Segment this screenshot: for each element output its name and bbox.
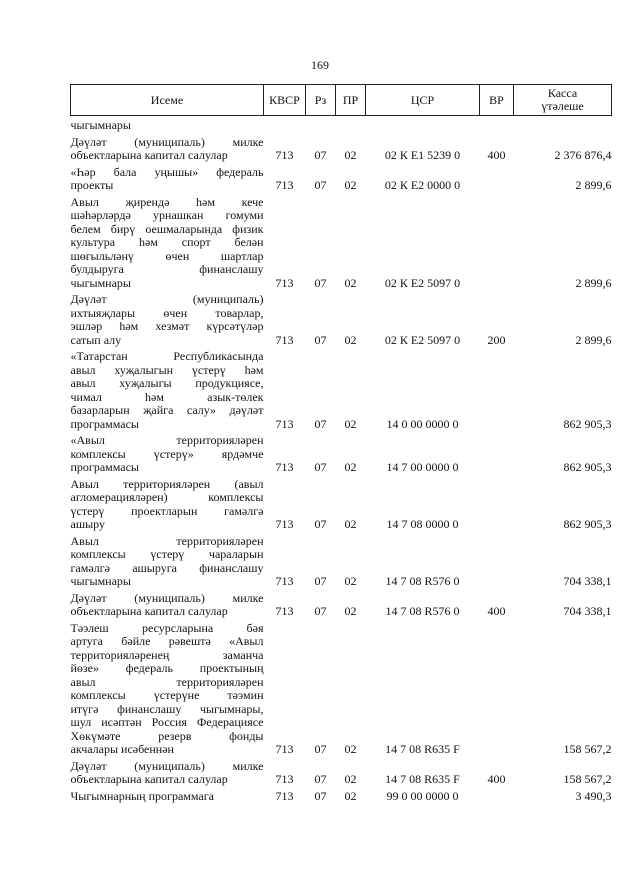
row-csr [366,116,480,133]
row-kvsr: 713 [275,517,294,531]
row-pr: 02 [344,416,357,431]
row-name-line: территорияләренең заманча [70,647,264,662]
row-csr: 02 К Е2 5097 0 [384,275,461,290]
row-pr: 02 [344,604,357,618]
row-name [71,532,264,589]
row-name [71,163,264,193]
header-kassa-line2: үтәлеше [541,99,584,113]
row-name-line: авыл хуҗалыгын үстерү һәм [70,362,264,377]
row-rz: 07 [314,604,327,618]
row-name [71,116,264,133]
row-csr: 14 0 00 0000 0 [386,416,459,431]
row-pr: 02 [344,772,357,786]
row-rz: 07 [314,148,327,162]
table-row [71,133,612,163]
row-name-line: шул исәптән Россия Федерациясе [70,715,264,729]
row-pr [336,116,366,133]
row-name [71,475,264,532]
row-pr: 02 [344,178,357,192]
row-pr: 02 [344,517,357,531]
row-amount: 158 567,2 [563,772,612,786]
table-row [71,589,612,619]
table-row [71,475,612,532]
row-name [71,757,264,787]
row-name-line: Дәүләт (муниципаль) [70,292,264,306]
row-name [71,619,264,757]
header-name: Исеме [71,85,264,116]
row-vr [480,787,514,804]
row-rz: 07 [314,772,327,786]
row-name-line: базарларын җайга салу» дәүләт [70,403,264,417]
row-name-line: артуга бәйле рәвештә «Авыл [70,634,264,648]
row-name-line: белем бирү оешмаларында физик [70,221,264,236]
row-vr [480,475,514,532]
row-kvsr: 713 [275,148,294,162]
row-vr: 400 [487,148,506,162]
table-header-row [71,85,612,116]
row-rz: 07 [314,275,327,290]
row-csr: 02 К Е2 5097 0 [384,332,461,347]
page-number: 169 [311,58,329,72]
row-amount: 2 899,6 [575,178,612,192]
row-csr: 14 7 08 0000 0 [386,517,459,531]
row-csr: 14 7 08 R576 0 [385,574,460,588]
row-rz: 07 [314,742,327,756]
row-name-line: чимал һәм азык-төлек [70,389,264,404]
row-amount [514,116,612,133]
row-pr: 02 [344,332,357,347]
row-kvsr [264,116,306,133]
row-name-line: үстерү проектларын гамәлгә [70,503,264,518]
row-name-line: Авыл җирендә һәм кече [70,194,264,209]
row-name-line: агломерацияләрен) комплексы [70,490,264,504]
row-vr: 200 [487,332,506,347]
row-vr [480,116,514,133]
row-name-line: гамәлгә ашыруга финанслашу [70,560,264,575]
row-amount: 2 899,6 [575,275,612,290]
row-kvsr: 713 [275,772,294,786]
row-csr: 14 7 08 R635 F [385,772,460,786]
header-kassa [514,85,612,116]
row-kvsr: 713 [275,742,294,756]
row-csr: 02 К Е1 5239 0 [384,148,461,162]
row-kvsr: 713 [275,604,294,618]
row-name [71,133,264,163]
row-kvsr: 713 [275,416,294,431]
row-name-line: программасы [70,416,139,431]
row-name-line: объектларына капитал салулар [70,772,228,786]
table-row [71,532,612,589]
row-name [71,589,264,619]
row-amount: 862 905,3 [563,517,612,531]
row-pr: 02 [344,574,357,588]
row-amount: 3 490,3 [575,788,612,803]
row-pr: 02 [344,788,357,803]
row-amount: 862 905,3 [563,460,612,474]
row-name-line: ихтыяҗлары өчен товарлар, [70,305,264,320]
row-name-line: чыгымнары [70,118,131,132]
header-pr: ПР [336,85,366,116]
row-name-line: авыл территорияләрен [70,674,264,689]
table-row [71,347,612,431]
row-name-line: объектларына капитал салулар [70,604,228,618]
row-kvsr: 713 [275,178,294,192]
row-kvsr: 713 [275,460,294,474]
row-name-line: Авыл территорияләрен [70,533,264,548]
row-rz: 07 [314,178,327,192]
row-name-line: авыл хуҗалыгы продукциясе, [70,376,264,390]
row-pr: 02 [344,275,357,290]
row-name [71,290,264,347]
row-name-line: «Һәр бала уңышы» федераль [70,164,264,179]
row-rz: 07 [314,788,327,803]
header-rz: Рз [306,85,336,116]
row-name-line: чыгымнары [70,574,131,588]
row-name-line: йөзе» федераль проектының [70,661,264,675]
row-kvsr: 713 [275,275,294,290]
row-name-line: Дәүләт (муниципаль) милке [70,590,264,605]
row-name-line: чыгымнары [70,275,131,290]
row-name [71,787,264,804]
row-csr: 99 0 00 0000 0 [386,788,459,803]
header-kassa-line1: Касса [547,86,578,100]
row-name-line: комплексы үстерү чараларын [70,547,264,561]
row-amount: 158 567,2 [563,742,612,756]
budget-table [70,84,612,803]
row-name-line: булдыруга финанслашу [70,262,264,276]
header-vr: ВР [480,85,514,116]
row-name [71,193,264,291]
row-name-line: комплексы үстерү» ярдәмче [70,446,264,461]
row-vr [480,431,514,475]
table-row [71,193,612,291]
table-row [71,290,612,347]
table-row [71,757,612,787]
row-vr [480,193,514,291]
row-rz: 07 [314,574,327,588]
row-amount: 2 899,6 [575,332,612,347]
header-csr: ЦСР [366,85,480,116]
row-csr: 02 К Е2 0000 0 [384,178,461,192]
row-amount: 704 338,1 [563,574,612,588]
row-kvsr: 713 [275,332,294,347]
table-row [71,163,612,193]
row-name-line: эшләр һәм хезмәт күрсәтүләр [70,319,264,333]
row-name-line: «Авыл территорияләрен [70,433,264,447]
row-name-line: Дәүләт (муниципаль) милке [70,758,264,773]
row-name-line: шәһәрләрдә урнашкан гомуми [70,208,264,222]
table-row [71,787,612,804]
row-name-line: итүгә финанслашу чыгымнары, [70,701,264,716]
row-amount: 862 905,3 [563,416,612,431]
row-name-line: Авыл территорияләрен (авыл [70,476,264,491]
row-name-line: ашыру [70,517,105,531]
row-name-line: Дәүләт (муниципаль) милке [70,134,264,149]
row-rz: 07 [314,517,327,531]
row-name-line: объектларына капитал салулар [70,148,228,162]
row-name-line: сатып алу [70,332,122,347]
row-vr [480,163,514,193]
table-row [71,619,612,757]
row-rz: 07 [314,332,327,347]
row-name-line: Тәэлеш ресурсларына бәя [70,620,264,635]
row-rz: 07 [314,460,327,474]
row-name-line: «Татарстан Республикасында [70,349,264,363]
row-name-line: акчалары исәбеннән [70,742,174,756]
row-name-line: комплексы үстерүне тәэмин [70,688,264,702]
row-name-line: шөгыльләнү өчен шартлар [70,248,264,263]
row-pr: 02 [344,460,357,474]
row-vr: 400 [487,772,506,786]
row-csr: 14 7 08 R576 0 [385,604,460,618]
row-name-line: Чыгымнарның программага [70,788,214,803]
row-rz [306,116,336,133]
row-csr: 14 7 08 R635 F [385,742,460,756]
row-name [71,431,264,475]
header-kvsr: КВСР [264,85,306,116]
row-kvsr: 713 [275,788,294,803]
row-amount: 704 338,1 [563,604,612,618]
row-name-line: Хөкүмәте резерв фонды [70,728,264,743]
row-name [71,347,264,431]
row-vr [480,532,514,589]
row-csr: 14 7 00 0000 0 [386,460,459,474]
row-vr: 400 [487,604,506,618]
row-rz: 07 [314,416,327,431]
table-row [71,431,612,475]
row-vr [480,347,514,431]
row-pr: 02 [344,148,357,162]
row-amount: 2 376 876,4 [554,148,612,162]
row-kvsr: 713 [275,574,294,588]
table-row [71,116,612,133]
row-name-line: культура һәм спорт белән [70,235,264,249]
row-name-line: программасы [70,460,139,474]
row-name-line: проекты [70,178,114,192]
row-vr [480,619,514,757]
row-pr: 02 [344,742,357,756]
